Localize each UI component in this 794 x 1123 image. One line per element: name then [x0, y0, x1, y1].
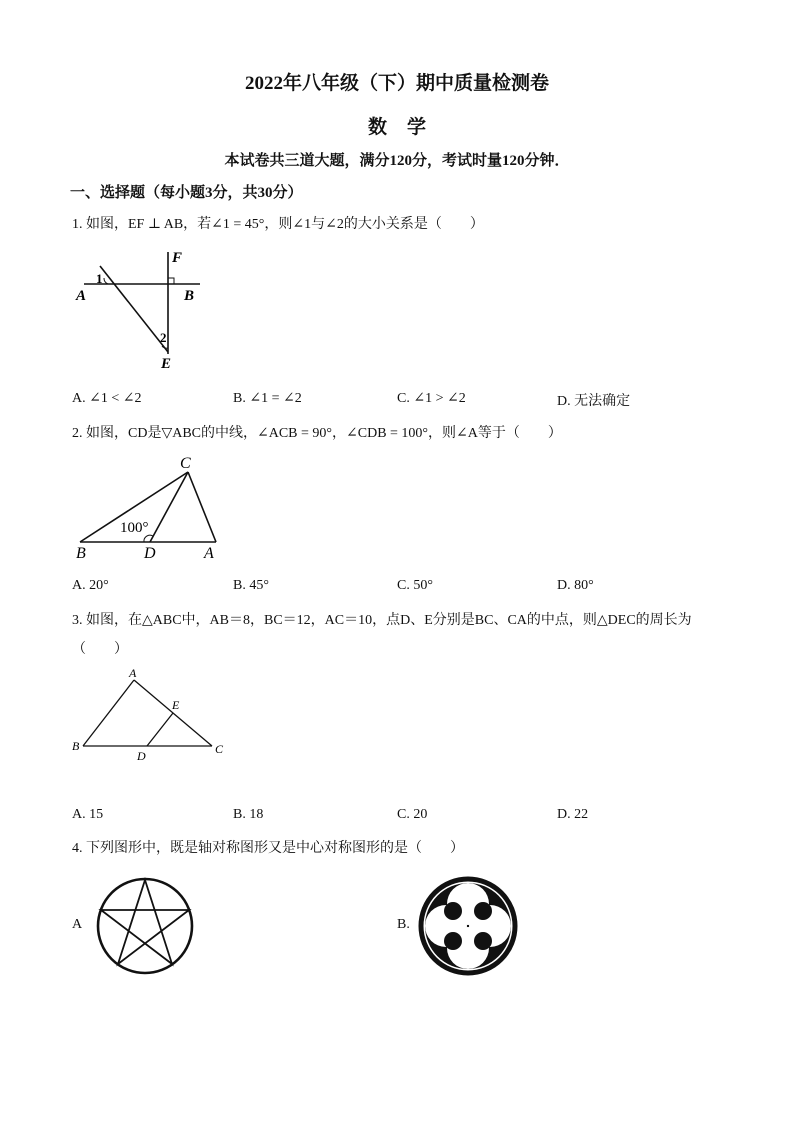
q4-figure-a-star-circle [94, 876, 196, 976]
q3-label-b: B [72, 739, 80, 753]
section-title: 一、选择题（每小题3分，共30分） [70, 185, 303, 201]
q2-option-b: B. 45° [233, 578, 269, 593]
q3-label-e: E [172, 698, 180, 712]
q1-label-2: 2 [160, 330, 167, 345]
q1-label-1: 1 [96, 271, 103, 286]
q3-label-a: A [129, 666, 137, 680]
question-1-stem: 1. 如图，EF ⊥ AB，若∠1 = 45°，则∠1与∠2的大小关系是（ ） [72, 217, 484, 232]
q3-option-d: D. 22 [557, 807, 589, 822]
q1-option-a: A. ∠1 < ∠2 [72, 391, 142, 406]
q2-option-c: C. 50° [397, 578, 433, 593]
q2-label-d: D [144, 545, 156, 562]
q1-option-c: C. ∠1 > ∠2 [397, 391, 466, 406]
q4-option-b: B. [397, 917, 410, 932]
question-1-figure [70, 244, 210, 374]
q1-label-e: E [161, 356, 172, 372]
q2-option-a: A. 20° [72, 578, 109, 593]
subject-title [0, 112, 794, 139]
question-3-stem-cont: （ ） [72, 642, 128, 657]
q2-option-d: D. 80° [557, 578, 594, 593]
question-2-figure [70, 452, 230, 564]
q2-label-a: A [204, 545, 214, 562]
q3-option-c: C. 20 [397, 807, 428, 822]
question-3-stem: 3. 如图，在△ABC中，AB＝8，BC＝12，AC＝10，点D、E分别是BC、CA的中点，则△DEC的周长为 [72, 613, 692, 628]
q2-label-b: B [76, 545, 86, 562]
q3-option-b: B. 18 [233, 807, 264, 822]
q4-option-a: A [72, 917, 83, 932]
q3-label-c: C [215, 742, 224, 756]
exam-note: 本试卷共三道大题，满分120分，考试时量120分钟． [224, 153, 570, 169]
q1-option-b: B. ∠1 = ∠2 [233, 391, 302, 406]
question-3-figure [68, 664, 232, 764]
question-4-stem: 4. 下列图形中，既是轴对称图形又是中心对称图形的是（ ） [72, 841, 464, 856]
question-2-stem: 2. 如图，CD是▽ABC的中线，∠ACB = 90°，∠CDB = 100°，则∠A等于（ ） [72, 426, 562, 441]
q1-label-b: B [184, 288, 195, 304]
subject-char-2: 学 [407, 117, 427, 138]
q4-figure-b-circle-pattern [416, 876, 520, 976]
q1-option-d: D. 无法确定 [557, 394, 631, 409]
q1-label-f: F [172, 250, 183, 266]
q1-label-a: A [76, 288, 87, 304]
q3-option-a: A. 15 [72, 807, 104, 822]
subject-char-1: 数 [367, 117, 387, 138]
exam-title: 2022年八年级（下）期中质量检测卷 [244, 73, 549, 94]
q2-label-c: C [180, 455, 191, 472]
q2-angle-label: 100° [120, 520, 149, 536]
q3-label-d: D [137, 749, 146, 763]
